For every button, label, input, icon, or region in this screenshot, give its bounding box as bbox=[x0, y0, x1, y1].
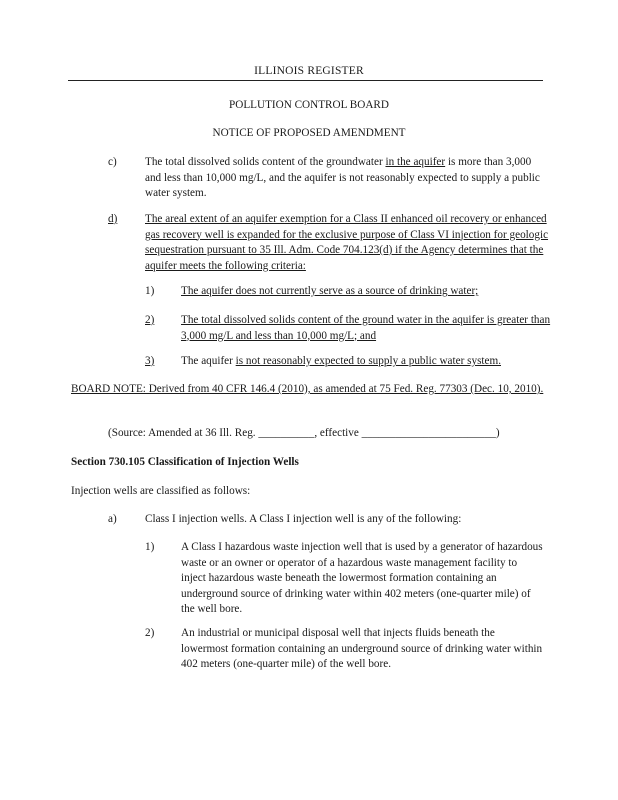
item-d1-text: The aquifer does not currently serve as a source of drinking water; bbox=[181, 285, 479, 297]
board-name: POLLUTION CONTROL BOARD bbox=[229, 99, 389, 111]
item-c-label: c) bbox=[108, 156, 117, 168]
item-d3-text-underlined: is not reasonably expected to supply a public water system. bbox=[235, 355, 501, 367]
header-rule bbox=[68, 80, 543, 81]
section-intro: Injection wells are classified as follows: bbox=[71, 485, 251, 497]
source-blank-2: ________________________ bbox=[361, 427, 496, 439]
item-d3-text bbox=[181, 354, 561, 370]
item-a2-text: An industrial or municipal disposal well that injects fluids beneath the lowermost formation containing an underground source of drinking water within 402 meters (one-quarter mile) of the well bore. bbox=[181, 627, 543, 670]
item-c-text bbox=[145, 155, 545, 202]
source-suffix: ) bbox=[495, 427, 500, 439]
section-heading: Section 730.105 Classification of Injection Wells bbox=[71, 456, 299, 468]
item-a1-text: A Class I hazardous waste injection well that is used by a generator of hazardous waste or an owner or operator of a hazardous waste management facility to inject hazardous waste beneath the lowermost formation containing an underground source of drinking water within 402 meters (one-quarter mile) of the well bore. bbox=[181, 541, 543, 615]
item-c-text-underlined: in the aquifer bbox=[385, 156, 446, 168]
item-d-text: The areal extent of an aquifer exemption for a Class II enhanced oil recovery or enhanced gas recovery well is expanded for the exclusive purpose of Class VI injection for geologic sequestration pursuant to 35 Ill. Adm. Code 704.123(d) if the Agency determines that the aquifer meets the following criteria: bbox=[145, 213, 549, 272]
board-note: BOARD NOTE: Derived from 40 CFR 146.4 (2010), as amended at 75 Fed. Reg. 77303 (Dec. 10, 2010). bbox=[71, 383, 544, 395]
notice-title: NOTICE OF PROPOSED AMENDMENT bbox=[212, 127, 406, 139]
source-line bbox=[108, 426, 548, 442]
register-title: ILLINOIS REGISTER bbox=[254, 65, 364, 77]
item-d2-text: The total dissolved solids content of the ground water in the aquifer is greater than 3,000 mg/L and less than 10,000 mg/L; and bbox=[181, 314, 551, 342]
item-d2-label: 2) bbox=[145, 314, 155, 326]
source-blank-1: __________ bbox=[258, 427, 315, 439]
item-c-text-a: The total dissolved solids content of the groundwater bbox=[145, 156, 386, 168]
item-a2-label: 2) bbox=[145, 627, 155, 639]
item-a-label: a) bbox=[108, 513, 117, 525]
source-prefix: (Source: Amended at 36 Ill. Reg. bbox=[108, 427, 259, 439]
item-d3-text-a: The aquifer bbox=[181, 355, 236, 367]
item-a1-label: 1) bbox=[145, 541, 155, 553]
source-middle: , effective bbox=[314, 427, 362, 439]
item-a-text: Class I injection wells. A Class I injection well is any of the following: bbox=[145, 513, 462, 525]
item-d1-label: 1) bbox=[145, 285, 155, 297]
item-d3-label: 3) bbox=[145, 355, 155, 367]
item-c-text-b: is more than 3,000 and less than 10,000 mg/L, and the aquifer is not reasonably expected to supply a public water system. bbox=[145, 156, 540, 199]
item-d-label: d) bbox=[108, 213, 118, 225]
